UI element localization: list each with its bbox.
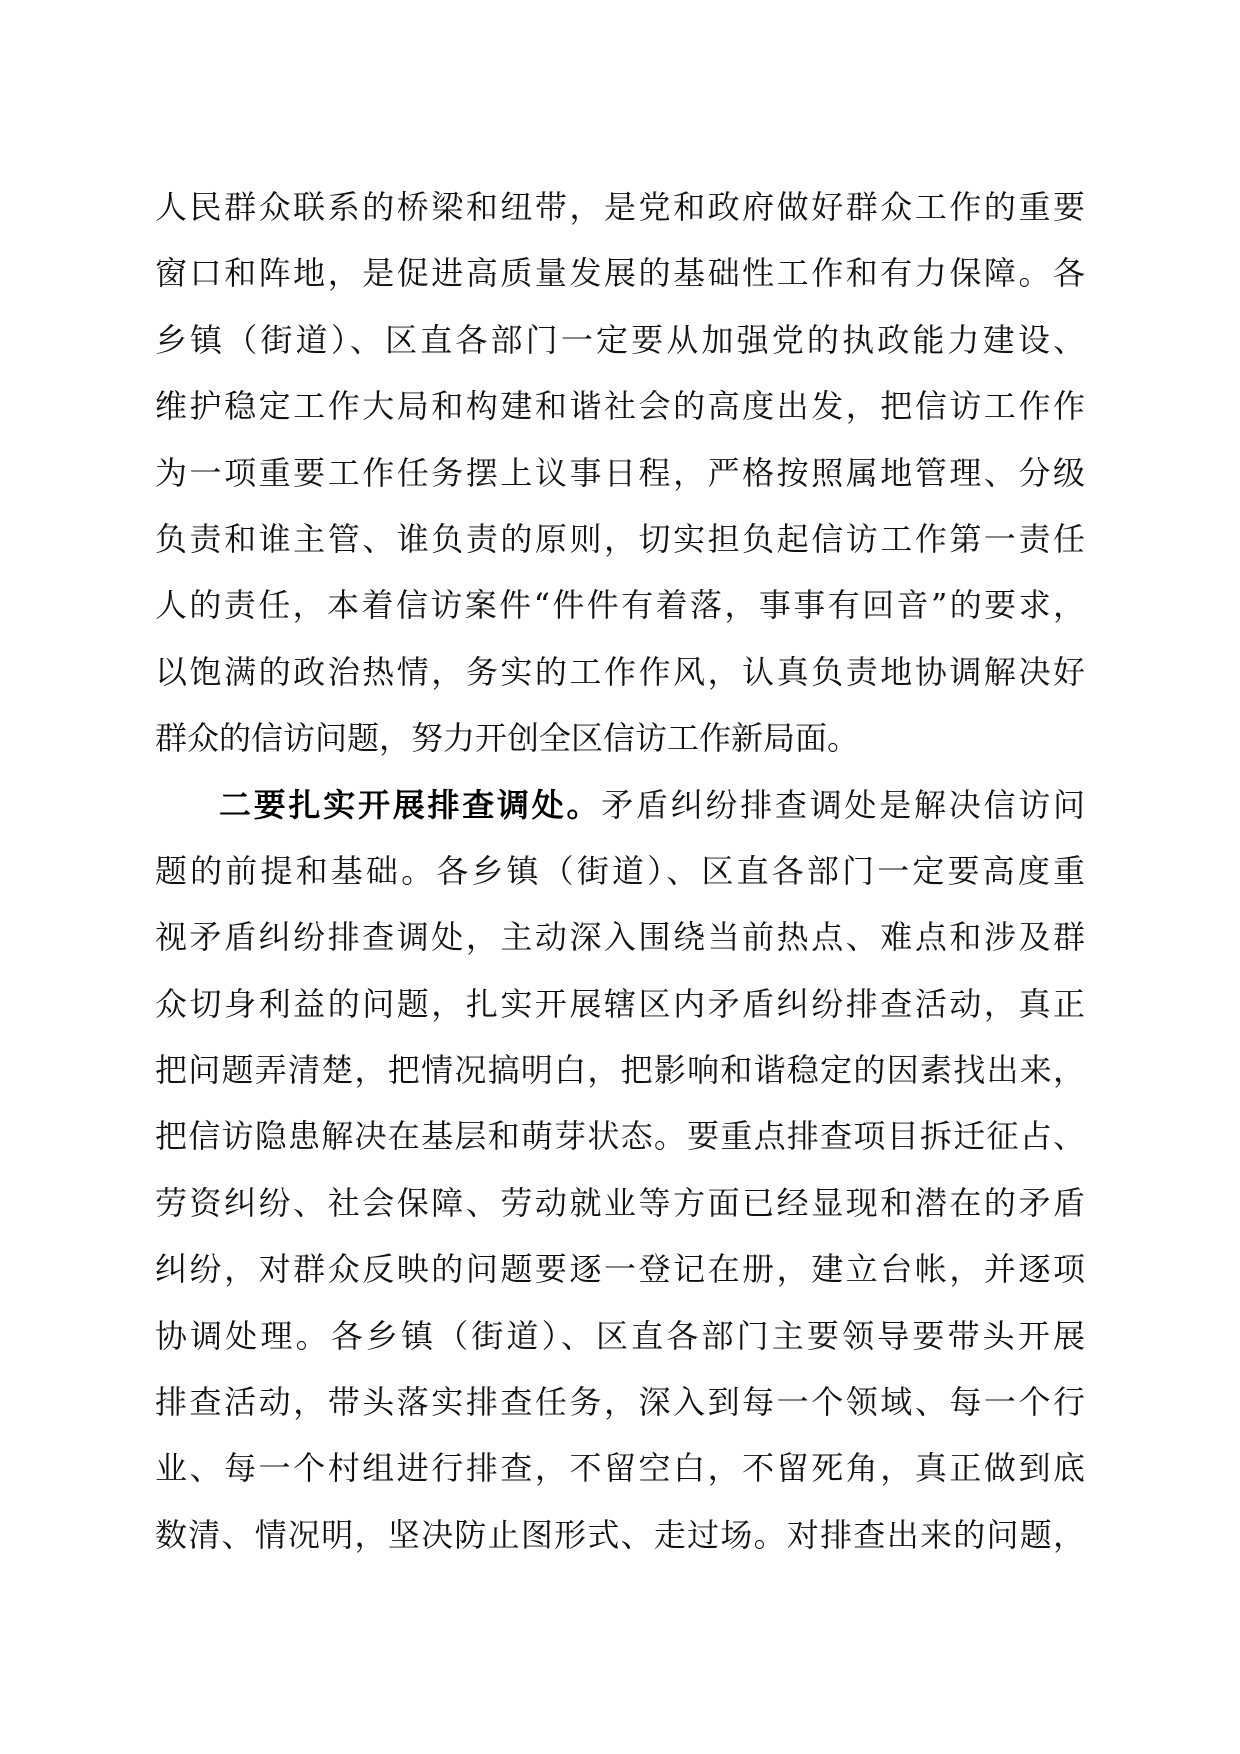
text-line: 众切身利益的问题，扎实开展辖区内矛盾纠纷排查活动，真正	[155, 984, 1085, 1023]
paragraph-2-first-line-text: 矛盾纠纷排查调处是解决信访问	[601, 785, 1085, 824]
text-line: 维护稳定工作大局和构建和谐社会的高度出发，把信访工作作	[155, 387, 1085, 426]
text-line: 纠纷，对群众反映的问题要逐一登记在册，建立台帐，并逐项	[155, 1250, 1085, 1289]
text-line: 把问题弄清楚，把情况搞明白，把影响和谐稳定的因素找出来，	[155, 1051, 1085, 1090]
text-line: 协调处理。各乡镇（街道）、区直各部门主要领导要带头开展	[155, 1316, 1085, 1355]
paragraph-2-first-line	[155, 772, 1085, 838]
document-body	[155, 174, 1085, 1568]
text-line: 把信访隐患解决在基层和萌芽状态。要重点排查项目拆迁征占、	[155, 1117, 1085, 1156]
text-line: 劳资纠纷、社会保障、劳动就业等方面已经显现和潜在的矛盾	[155, 1183, 1085, 1222]
text-line: 以饱满的政治热情，务实的工作作风，认真负责地协调解决好	[155, 652, 1085, 691]
text-line: 题的前提和基础。各乡镇（街道）、区直各部门一定要高度重	[155, 851, 1085, 890]
text-line: 群众的信访问题，努力开创全区信访工作新局面。	[155, 719, 860, 758]
text-line: 窗口和阵地，是促进高质量发展的基础性工作和有力保障。各	[155, 254, 1085, 293]
text-line: 乡镇（街道）、区直各部门一定要从加强党的执政能力建设、	[155, 320, 1085, 359]
text-line: 人的责任，本着信访案件“件件有着落，事事有回音”的要求，	[155, 586, 1085, 625]
text-line: 人民群众联系的桥梁和纽带，是党和政府做好群众工作的重要	[155, 188, 1085, 226]
paragraph-2-heading: 二要扎实开展排查调处。	[219, 785, 602, 824]
text-line: 为一项重要工作任务摆上议事日程，严格按照属地管理、分级	[155, 453, 1085, 492]
paragraph-1	[155, 174, 1085, 772]
text-line: 排查活动，带头落实排查任务，深入到每一个领域、每一个行	[155, 1383, 1085, 1422]
text-line: 负责和谁主管、谁负责的原则，切实担负起信访工作第一责任	[155, 519, 1085, 558]
text-line: 数清、情况明，坚决防止图形式、走过场。对排查出来的问题，	[155, 1515, 1085, 1554]
text-line: 业、每一个村组进行排查，不留空白，不留死角，真正做到底	[155, 1449, 1085, 1488]
paragraph-2	[155, 772, 1085, 1569]
text-line: 视矛盾纠纷排查调处，主动深入围绕当前热点、难点和涉及群	[155, 918, 1085, 957]
